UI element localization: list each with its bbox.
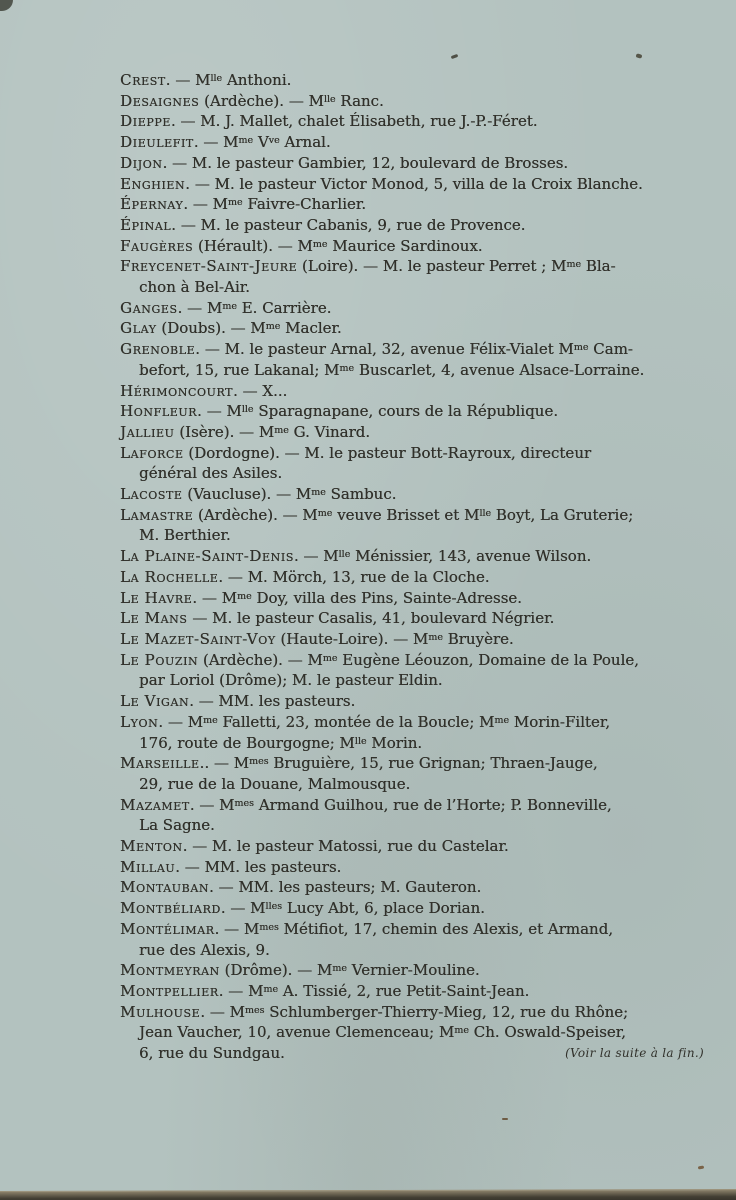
entry-text: veuve Brisset et M — [332, 505, 480, 524]
town-name: Mulhouse — [120, 1002, 201, 1021]
directory-entry — [120, 608, 706, 629]
entry-text: . — M — [220, 899, 266, 918]
entry-text: (Ardèche). — M — [198, 650, 323, 669]
town-name: Le Pouzin — [120, 650, 199, 669]
town-name: Montmeyran — [120, 961, 220, 980]
entry-text: Falletti, 23, montée de la Boucle; M — [217, 712, 495, 731]
entry-text: Macler. — [280, 319, 342, 338]
entry-text: Sparagnapane, cours de la République. — [253, 402, 558, 421]
entry-text: Vernier-Mouline. — [346, 961, 480, 980]
entry-line: Le Havre. — Mme Doy, villa des Pins, Sainte-Adresse. — [120, 588, 522, 607]
scan-corner-mark — [0, 0, 13, 11]
entry-text: E. Carrière. — [236, 298, 332, 317]
directory-entry — [120, 691, 706, 712]
entry-text: Métifiot, 17, chemin des Alexis, et Armand, — [278, 919, 613, 938]
town-name: Menton — [120, 837, 183, 856]
entry-text: Morin-Filter, — [509, 712, 611, 731]
page-edge-strip — [0, 1189, 736, 1200]
entry-text: (Haute-Loire). — M — [275, 629, 429, 648]
entry-text: . — M — [214, 919, 260, 938]
directory-entry — [120, 132, 706, 153]
entry-text: . — M. le pasteur Arnal, 32, avenue Félix-Vialet M — [195, 340, 574, 359]
directory-entry — [120, 70, 706, 91]
entry-text: . — MM. les pasteurs. — [175, 857, 342, 876]
directory-entry — [120, 588, 706, 609]
town-name: Honfleur — [120, 402, 198, 421]
entry-text: — M. le pasteur Casalis, 41, boulevard Négrier. — [187, 609, 555, 628]
entry-text: Doy, villa des Pins, Sainte-Adresse. — [251, 588, 522, 607]
entry-line: Dieulefit. — Mme Vve Arnal. — [120, 133, 331, 152]
directory-entry — [120, 443, 706, 484]
entry-line: Le Pouzin (Ardèche). — Mme Eugène Léouzon, Domaine de la Poule, — [120, 650, 639, 669]
entry-text: . — M. le pasteur Victor Monod, 5, villa de la Croix Blanche. — [185, 174, 643, 193]
directory-entry — [120, 712, 706, 753]
town-name: Millau — [120, 857, 176, 876]
town-name: Marseille — [120, 754, 200, 773]
town-name: Lyon — [120, 712, 159, 731]
directory-entry — [120, 422, 706, 443]
directory-entry — [120, 650, 706, 691]
town-name: Grenoble — [120, 340, 196, 359]
directory-entry — [120, 857, 706, 878]
entry-continuation-line — [120, 525, 706, 546]
directory-entry — [120, 898, 706, 919]
entry-text: . — M — [177, 298, 223, 317]
town-name: Dieppe — [120, 112, 171, 131]
entry-text: G. Vinard. — [288, 422, 371, 441]
scan-speck — [451, 54, 459, 59]
entry-text: .. — M — [199, 754, 249, 773]
town-name: Dieulefit — [120, 133, 194, 152]
entry-text: Morin. — [366, 733, 423, 752]
entry-text: . — M — [197, 402, 242, 421]
entry-continuation-line — [120, 774, 706, 795]
town-name: Laforce — [120, 443, 184, 462]
directory-entry — [120, 629, 706, 650]
entry-text: (Hérault). — M — [193, 236, 313, 255]
town-name: La Rochelle — [120, 567, 219, 586]
directory-entry — [120, 877, 706, 898]
entry-continuation-line: befort, 15, rue Lakanal; Mme Buscarlet, 4, avenue Alsace-Lorraine. — [139, 360, 645, 379]
scan-speck — [502, 1118, 508, 1120]
town-name: Enghien — [120, 174, 186, 193]
entry-text: Schlumberger-Thierry-Mieg, 12, rue du Rhône; — [264, 1002, 629, 1021]
directory-entry — [120, 567, 706, 588]
directory-entry — [120, 960, 706, 981]
entry-continuation-line — [120, 670, 706, 691]
entry-text: Anthoni. — [222, 71, 292, 89]
entry-line: Honfleur. — Mlle Sparagnapane, cours de la République. — [120, 402, 558, 421]
entry-text: Ranc. — [335, 91, 384, 110]
entry-text: V — [253, 133, 269, 152]
directory-entry — [120, 236, 706, 257]
entry-text: 176, route de Bourgogne; M — [139, 733, 355, 752]
entry-text: . — M. le pasteur Gambier, 12, boulevard de Brosses. — [162, 153, 569, 172]
entry-text: . — M — [200, 1002, 245, 1021]
entry-text: . — M — [183, 195, 228, 214]
entry-text: (Isère). — M — [174, 422, 275, 441]
entry-text: . — M — [165, 71, 211, 89]
entry-text: M. Berthier. — [139, 526, 231, 545]
entry-continuation-line — [120, 277, 706, 298]
entry-text: Faivre-Charlier. — [242, 195, 367, 214]
directory-entry — [120, 981, 706, 1002]
entry-line — [120, 857, 706, 878]
entry-text: . — M — [193, 133, 239, 152]
entry-line: Montélimar. — Mmes Métifiot, 17, chemin des Alexis, et Armand, — [120, 919, 613, 938]
entry-line: Montmeyran (Drôme). — Mme Vernier-Mouline. — [120, 961, 480, 980]
entry-continuation-line — [120, 815, 706, 836]
entry-text: 29, rue de la Douane, Malmousque. — [139, 774, 411, 793]
entry-line — [120, 443, 706, 464]
entry-text: . — X... — [232, 381, 288, 400]
entry-text: Buscarlet, 4, avenue Alsace-Lorraine. — [354, 360, 645, 379]
town-name: Dijon — [120, 153, 163, 172]
entry-line — [120, 836, 706, 857]
entry-text: . — M. le pasteur Cabanis, 9, rue de Provence. — [171, 215, 526, 234]
entry-text: . — M. J. Mallet, chalet Élisabeth, rue J.-P.-Féret. — [170, 112, 538, 131]
entry-text: . — MM. les pasteurs; M. Gauteron. — [209, 878, 482, 897]
town-name: Épernay — [120, 195, 184, 214]
directory-entry — [120, 836, 706, 857]
directory-entry — [120, 505, 706, 546]
town-name: Épinal — [120, 215, 172, 234]
entry-continuation-line — [120, 1043, 706, 1064]
town-name: Glay — [120, 319, 157, 338]
entry-line: Freycenet-Saint-Jeure (Loire). — M. le pasteur Perret ; Mme Bla- — [120, 257, 616, 276]
entry-line: Lacoste (Vaucluse). — Mme Sambuc. — [120, 485, 397, 504]
entry-text: Boyt, La Gruterie; — [491, 505, 634, 524]
directory-entry — [120, 174, 706, 195]
entry-text: La Sagne. — [139, 816, 215, 835]
entry-text: par Loriol (Drôme); M. le pasteur Eldin. — [139, 671, 443, 690]
entry-line — [120, 381, 706, 402]
entry-line: Épernay. — Mme Faivre-Charlier. — [120, 195, 367, 214]
entry-text: Eugène Léouzon, Domaine de la Poule, — [337, 650, 639, 669]
entry-text: (Loire). — M. le pasteur Perret ; M — [297, 257, 567, 276]
town-name: Crest — [120, 71, 166, 89]
entry-line: Lamastre (Ardèche). — Mme veuve Brisset et Mlle Boyt, La Gruterie; — [120, 505, 634, 524]
entry-line — [120, 877, 706, 898]
entry-text: . — M — [218, 981, 264, 1000]
directory-entry — [120, 339, 706, 380]
entry-text: Jean Vaucher, 10, avenue Clemenceau; M — [139, 1023, 455, 1042]
entry-line: Montbéliard. — Mlles Lucy Abt, 6, place Dorian. — [120, 899, 485, 918]
entry-text: Cam- — [588, 340, 633, 359]
directory-entry — [120, 256, 706, 297]
entry-text: . — M — [192, 588, 237, 607]
entry-continuation-line: 176, route de Bourgogne; Mlle Morin. — [139, 733, 423, 752]
entry-text: . — M — [189, 795, 235, 814]
entry-line: Marseille.. — Mmes Bruguière, 15, rue Grignan; Thraen-Jauge, — [120, 754, 598, 773]
entry-line — [120, 174, 706, 195]
directory-entry — [120, 546, 706, 567]
entry-text: 6, rue du Sundgau. — [139, 1044, 285, 1063]
entry-text: Ménissier, 143, avenue Wilson. — [350, 547, 592, 566]
directory-entry — [120, 1002, 706, 1064]
entry-line: Grenoble. — M. le pasteur Arnal, 32, avenue Félix-Vialet Mme Cam- — [120, 340, 633, 359]
entry-text: (Drôme). — M — [219, 961, 333, 980]
entry-text: rue des Alexis, 9. — [139, 940, 270, 959]
entry-line: Ganges. — Mme E. Carrière. — [120, 298, 332, 317]
entry-line — [120, 215, 706, 236]
town-name: Lacoste — [120, 485, 183, 504]
town-name: Desaignes — [120, 91, 200, 110]
town-name: Lamastre — [120, 505, 194, 524]
entry-text: Ch. Oswald-Speiser, — [468, 1023, 626, 1042]
entry-line: La Plaine-Saint-Denis. — Mlle Ménissier, 143, avenue Wilson. — [120, 547, 592, 566]
entry-text: A. Tissié, 2, rue Petit-Saint-Jean. — [277, 981, 530, 1000]
entry-text: (Ardèche). — M — [199, 91, 324, 110]
entry-text: Bruyère. — [442, 629, 514, 648]
entry-text: . — M. Mörch, 13, rue de la Cloche. — [218, 567, 490, 586]
town-name: Mazamet — [120, 795, 190, 814]
entry-text: . — M — [293, 547, 339, 566]
town-name: Le Mazet-Saint-Voy — [120, 629, 276, 648]
scan-speck — [636, 53, 643, 58]
directory-entry — [120, 484, 706, 505]
town-name: Montbéliard — [120, 899, 221, 918]
town-name: Hérimoncourt — [120, 381, 233, 400]
town-name: Montpellier — [120, 981, 219, 1000]
entry-line: Mazamet. — Mmes Armand Guilhou, rue de l’Horte; P. Bonneville, — [120, 795, 612, 814]
entry-text: Bruguière, 15, rue Grignan; Thraen-Jauge, — [268, 754, 598, 773]
entry-text: (Vaucluse). — M — [182, 485, 312, 504]
entry-line — [120, 691, 706, 712]
scan-speck — [698, 1166, 704, 1170]
entry-line — [120, 153, 706, 174]
entry-line: Faugères (Hérault). — Mme Maurice Sardinoux. — [120, 236, 483, 255]
entry-text: Bla- — [580, 257, 616, 276]
town-name: Freycenet-Saint-Jeure — [120, 257, 298, 276]
entry-line — [120, 567, 706, 588]
entry-line: Desaignes (Ardèche). — Mlle Ranc. — [120, 91, 384, 110]
town-name: Ganges — [120, 298, 178, 317]
continuation-note: (Voir la suite à la fin.) — [565, 1046, 704, 1061]
entry-text: (Doubs). — M — [156, 319, 266, 338]
directory-list — [120, 70, 706, 1064]
entry-continuation-line: Jean Vaucher, 10, avenue Clemenceau; Mme Ch. Oswald-Speiser, — [139, 1023, 626, 1042]
town-name: La Plaine-Saint-Denis — [120, 547, 294, 566]
entry-line — [120, 111, 706, 132]
entry-line: Crest. — Mlle Anthoni. — [120, 71, 292, 89]
entry-line: Mulhouse. — Mmes Schlumberger-Thierry-Mieg, 12, rue du Rhône; — [120, 1002, 629, 1021]
directory-entry — [120, 401, 706, 422]
entry-continuation-line — [120, 940, 706, 961]
directory-entry — [120, 318, 706, 339]
town-name: Montélimar — [120, 919, 215, 938]
entry-line: Glay (Doubs). — Mme Macler. — [120, 319, 342, 338]
entry-text: befort, 15, rue Lakanal; M — [139, 360, 340, 379]
entry-line: Montpellier. — Mme A. Tissié, 2, rue Petit-Saint-Jean. — [120, 981, 530, 1000]
entry-text: Armand Guilhou, rue de l’Horte; P. Bonneville, — [253, 795, 612, 814]
directory-entry — [120, 194, 706, 215]
town-name: Le Havre — [120, 588, 193, 607]
entry-continuation-line — [120, 463, 706, 484]
entry-text: . — M. le pasteur Matossi, rue du Castelar. — [182, 837, 509, 856]
entry-line: Jallieu (Isère). — Mme G. Vinard. — [120, 422, 371, 441]
entry-text: (Dordogne). — M. le pasteur Bott-Rayroux, directeur — [183, 443, 592, 462]
town-name: Montauban — [120, 878, 210, 897]
directory-entry — [120, 91, 706, 112]
directory-entry — [120, 919, 706, 960]
entry-line — [120, 608, 706, 629]
entry-text: . — MM. les pasteurs. — [189, 692, 356, 711]
entry-text: général des Asiles. — [139, 464, 283, 483]
entry-text: (Ardèche). — M — [193, 505, 318, 524]
directory-entry — [120, 215, 706, 236]
directory-entry — [120, 111, 706, 132]
directory-entry — [120, 298, 706, 319]
directory-entry — [120, 381, 706, 402]
town-name: Jallieu — [120, 422, 175, 441]
entry-text: Sambuc. — [325, 485, 397, 504]
entry-line: Le Mazet-Saint-Voy (Haute-Loire). — Mme Bruyère. — [120, 629, 514, 648]
entry-text: Arnal. — [279, 133, 331, 152]
directory-entry — [120, 753, 706, 794]
directory-entry — [120, 795, 706, 836]
entry-text: chon à Bel-Air. — [139, 278, 250, 297]
entry-text: Maurice Sardinoux. — [327, 236, 483, 255]
entry-text: Lucy Abt, 6, place Dorian. — [282, 899, 485, 918]
town-name: Le Vigan — [120, 692, 190, 711]
entry-line: Lyon. — Mme Falletti, 23, montée de la Boucle; Mme Morin-Filter, — [120, 712, 611, 731]
directory-entry — [120, 153, 706, 174]
town-name: Faugères — [120, 236, 194, 255]
town-name: Le Mans — [120, 609, 188, 628]
entry-text: . — M — [158, 712, 203, 731]
